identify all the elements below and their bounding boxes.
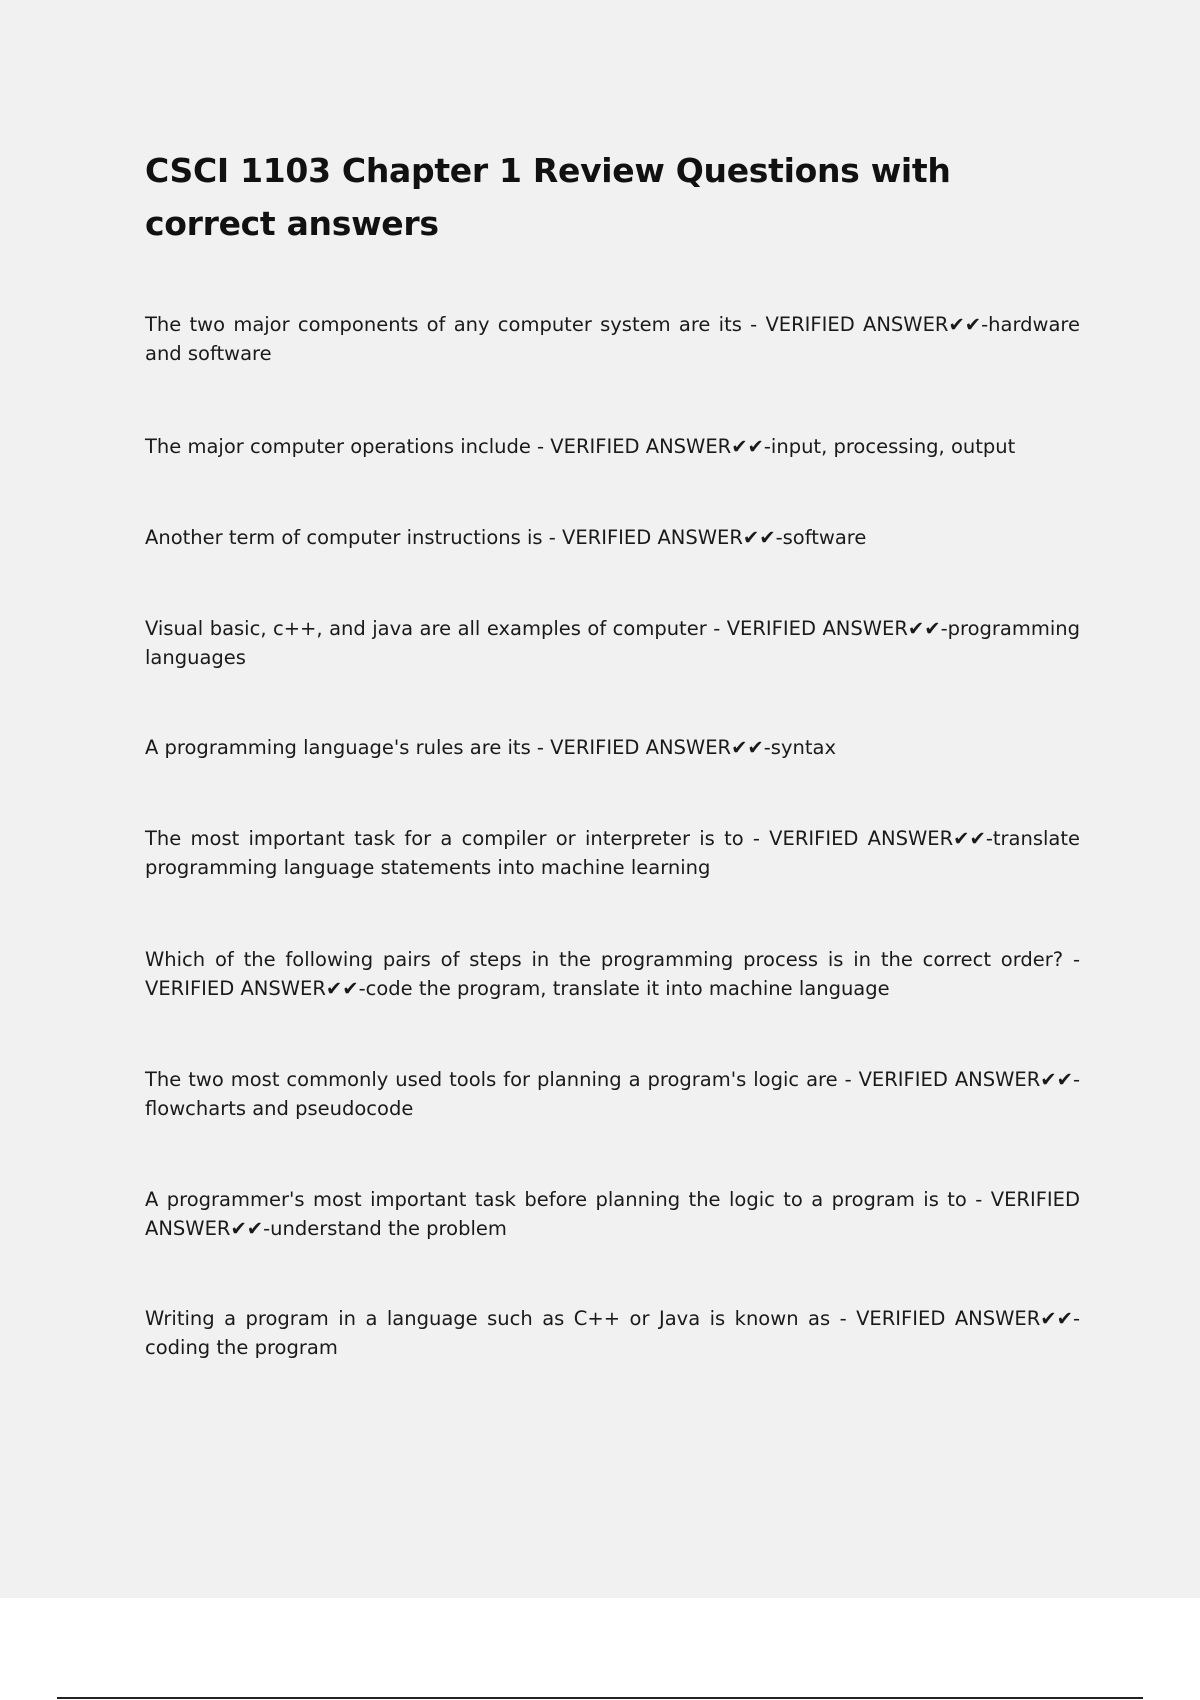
qa-item-4: Visual basic, c++, and java are all examples of computer - VERIFIED ANSWER✔✔-programming languages <box>145 617 1080 669</box>
qa-item-5: A programming language's rules are its - VERIFIED ANSWER✔✔-syntax <box>145 736 836 759</box>
qa-item-3: Another term of computer instructions is - VERIFIED ANSWER✔✔-software <box>145 526 867 549</box>
qa-item-1: The two major components of any computer system are its - VERIFIED ANSWER✔✔-hardware and software <box>145 313 1080 365</box>
qa-item-7: Which of the following pairs of steps in the programming process is in the correct order? - VERIFIED ANSWER✔✔-code the program, translate it into machine language <box>145 948 1080 1000</box>
qa-item-9: A programmer's most important task before planning the logic to a program is to - VERIFIED ANSWER✔✔-understand the problem <box>145 1188 1080 1240</box>
qa-item-6: The most important task for a compiler or interpreter is to - VERIFIED ANSWER✔✔-translate programming language statements into machine learning <box>145 827 1080 879</box>
qa-item-2: The major computer operations include - VERIFIED ANSWER✔✔-input, processing, output <box>145 435 1016 458</box>
qa-item-10: Writing a program in a language such as C++ or Java is known as - VERIFIED ANSWER✔✔-coding the program <box>145 1307 1080 1359</box>
qa-item-8: The two most commonly used tools for planning a program's logic are - VERIFIED ANSWER✔✔-flowcharts and pseudocode <box>145 1068 1080 1120</box>
footer-divider <box>57 1697 1143 1699</box>
document-title: CSCI 1103 Chapter 1 Review Questions with correct answers <box>145 151 951 243</box>
